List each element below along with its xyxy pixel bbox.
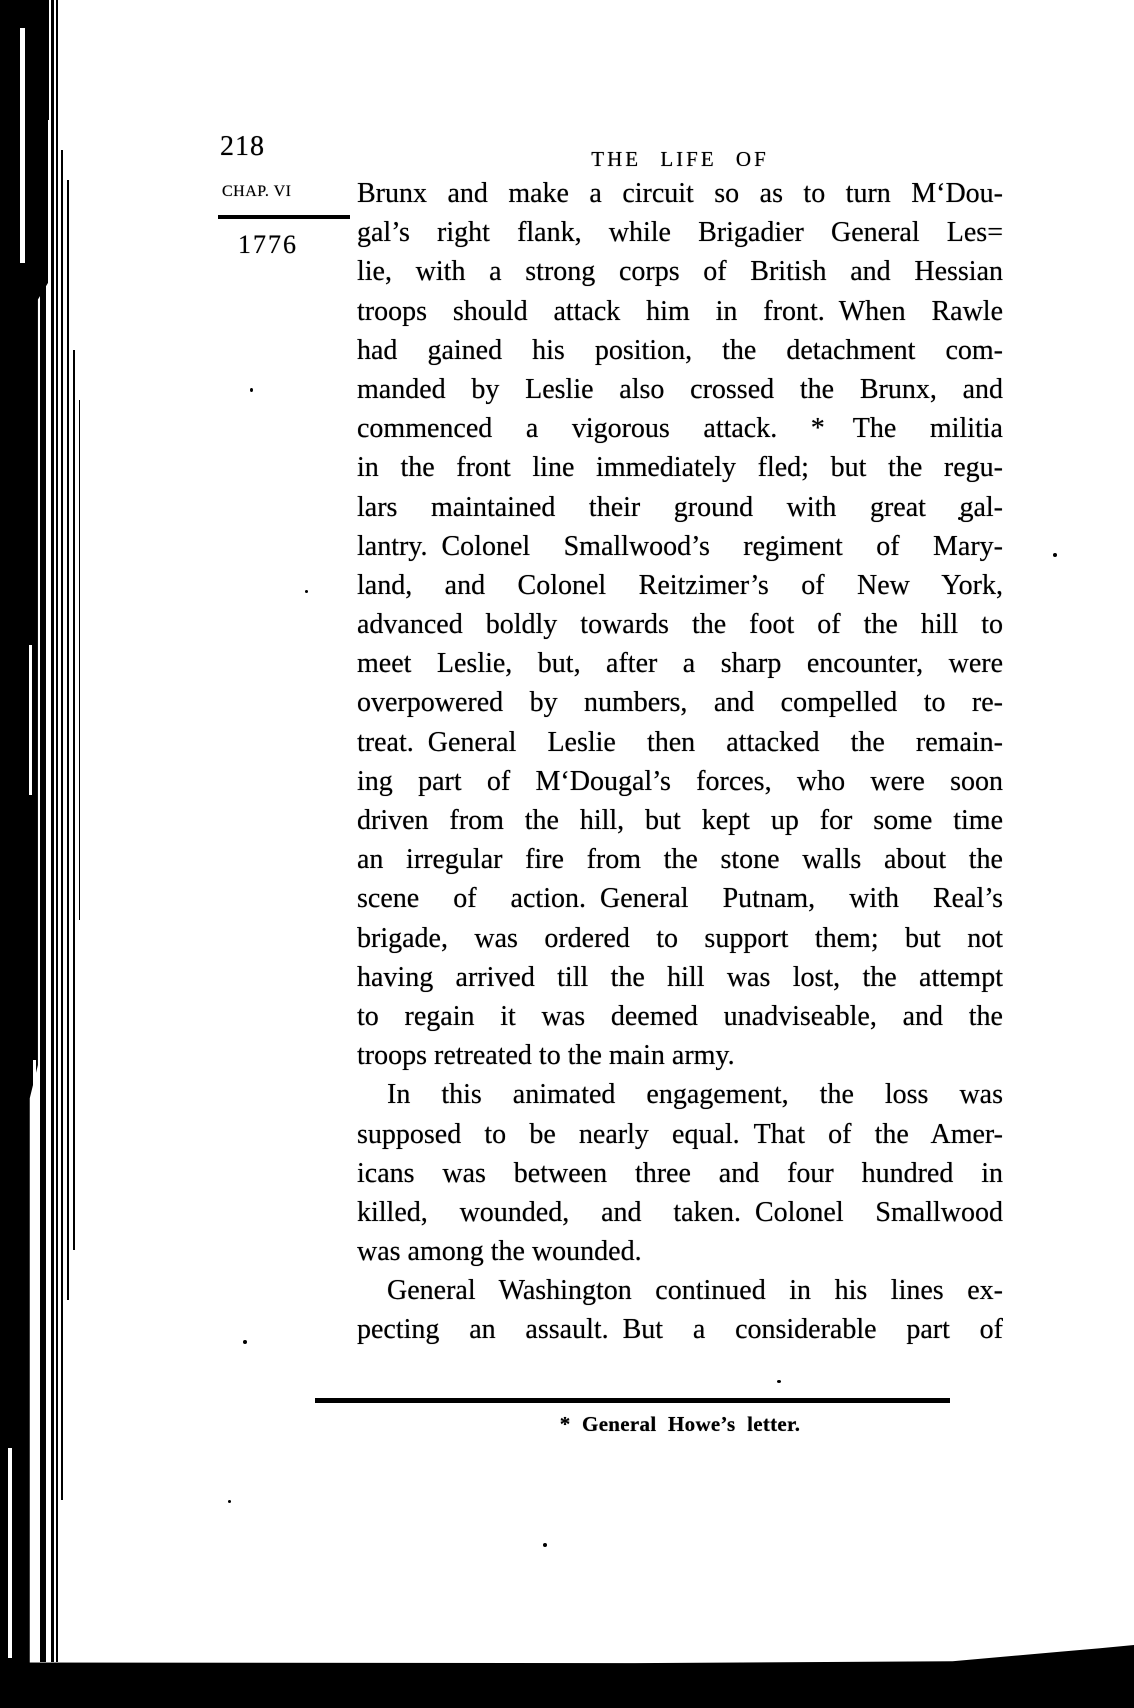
body-line: having arrived till the hill was lost, the attempt [357, 961, 1003, 993]
gutter-bar [45, 0, 49, 120]
chapter-rule [218, 215, 350, 219]
body-line: lantry. Colonel Smallwood’s regiment of Mary- [357, 530, 1003, 562]
footnote-text: * General Howe’s letter. [559, 1412, 801, 1436]
body-line: gal’s right flank, while Brigadier General Les= [357, 217, 1003, 249]
ink-speck [250, 388, 253, 392]
body-line: to regain it was deemed unadviseable, and the [357, 1000, 1003, 1032]
chapter-label: CHAP. VI [222, 183, 292, 200]
footnote-rule [315, 1398, 950, 1403]
ink-speck [777, 1380, 781, 1383]
ink-speck [228, 1500, 231, 1503]
body-line: was among the wounded. [357, 1236, 642, 1268]
body-line: overpowered by numbers, and compelled to re- [357, 687, 1003, 719]
ink-speck [305, 590, 308, 593]
body-line: lie, with a strong corps of British and Hessian [357, 256, 1003, 288]
body-line: killed, wounded, and taken. Colonel Smallwood [357, 1196, 1003, 1228]
gutter-line [67, 180, 69, 1300]
body-line: treat. General Leslie then attacked the remain- [357, 726, 1003, 758]
gutter-white-streak [33, 1060, 36, 1340]
body-line: commenced a vigorous attack. * The militia [357, 413, 1003, 445]
body-line: an irregular fire from the stone walls about the [357, 844, 1003, 876]
body-line-paragraph-start: General Washington continued in his lines ex- [387, 1275, 1003, 1307]
gutter-bar [40, 0, 46, 1662]
gutter-line [61, 150, 63, 1500]
body-line: manded by Leslie also crossed the Brunx, and [357, 373, 1003, 405]
body-line: Brunx and make a circuit so as to turn M‘Dou- [357, 178, 1003, 209]
page-number: 218 [220, 131, 265, 162]
gutter-line [73, 350, 75, 1250]
ink-speck [243, 1340, 247, 1344]
gutter-white-streak [8, 1448, 12, 1658]
ink-speck [543, 1543, 547, 1547]
year-label: 1776 [238, 230, 298, 259]
body-text-block [357, 174, 1003, 1350]
gutter-white-streak [29, 645, 32, 795]
gutter-line [51, 0, 54, 1662]
body-line: lars maintained their ground with great gal- [357, 491, 1003, 523]
body-line: scene of action. General Putnam, with Real’s [357, 883, 1003, 915]
body-line: meet Leslie, but, after a sharp encounter, were [357, 648, 1003, 680]
body-line: troops retreated to the main army. [357, 1040, 735, 1072]
body-line: icans was between three and four hundred in [357, 1157, 1003, 1189]
body-line-paragraph-start: In this animated engagement, the loss was [387, 1079, 1003, 1111]
gutter-line [56, 0, 58, 1662]
body-line: ing part of M‘Dougal’s forces, who were soon [357, 765, 1003, 797]
body-line: had gained his position, the detachment com- [357, 334, 1003, 366]
running-header: THE LIFE OF [591, 147, 769, 171]
body-line: driven from the hill, but kept up for some time [357, 805, 1003, 836]
gutter-line [79, 400, 80, 920]
body-line: in the front line immediately fled; but the regu- [357, 452, 1003, 484]
body-line: supposed to be nearly equal. That of the Amer- [357, 1118, 1003, 1150]
ink-speck [1053, 553, 1057, 557]
gutter-white-streak [20, 28, 25, 263]
body-line: brigade, was ordered to support them; but not [357, 922, 1003, 954]
body-line: land, and Colonel Reitzimer’s of New York, [357, 569, 1003, 601]
scan-artifact-bottom-bar [0, 1643, 1134, 1708]
body-line: advanced boldly towards the foot of the hill to [357, 609, 1003, 641]
body-line: pecting an assault. But a considerable part of [357, 1314, 1003, 1346]
body-line: troops should attack him in front. When Rawle [357, 295, 1003, 327]
